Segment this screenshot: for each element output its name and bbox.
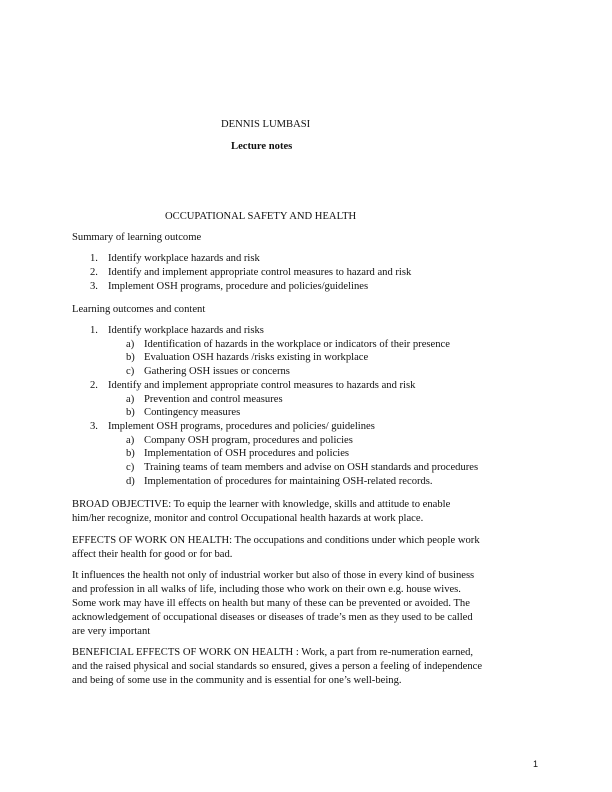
sublist-letter: c) <box>126 462 135 473</box>
list-item: Identify and implement appropriate control measures to hazard and risk <box>108 267 412 278</box>
sublist-letter: a) <box>126 434 135 446</box>
sublist-letter: b) <box>126 448 135 460</box>
summary-heading: Summary of learning outcome <box>72 232 202 243</box>
paragraph-line: BENEFICIAL EFFECTS OF WORK ON HEALTH : Work, a part from re-numeration earned, <box>72 647 474 658</box>
sublist-item: Identification of hazards in the workplace or indicators of their presence <box>144 338 450 350</box>
document-title: OCCUPATIONAL SAFETY AND HEALTH <box>165 211 357 222</box>
sublist-letter: a) <box>126 393 135 405</box>
paragraph-line: It influences the health not only of industrial worker but also of those in every kind of business <box>72 570 475 581</box>
sublist-item: Evaluation OSH hazards /risks existing in workplace <box>144 352 369 364</box>
page-number: 1 <box>533 759 539 769</box>
paragraph-line: and the raised physical and social standards so ensured, gives a person a feeling of independence <box>72 661 483 672</box>
list-item: Implement OSH programs, procedure and policies/guidelines <box>108 281 369 292</box>
paragraph-line: EFFECTS OF WORK ON HEALTH: The occupations and conditions under which people work <box>72 535 480 546</box>
sublist-item: Gathering OSH issues or concerns <box>144 366 290 378</box>
paragraph-line: affect their health for good or for bad. <box>72 549 233 560</box>
list-item: Identify and implement appropriate control measures to hazards and risk <box>108 379 416 391</box>
paragraph-line: BROAD OBJECTIVE: To equip the learner with knowledge, skills and attitude to enable <box>72 499 451 510</box>
sublist-letter: b) <box>126 352 135 364</box>
sublist-item: Prevention and control measures <box>144 393 283 405</box>
document-subtitle: Lecture notes <box>231 141 293 152</box>
paragraph-line: and profession in all walks of life, including those who work on their own e.g. house wives. <box>72 584 461 595</box>
list-number: 3. <box>90 420 98 432</box>
list-number: 2. <box>90 379 98 391</box>
paragraph-line: Some work may have ill effects on health but many of these can be prevented or avoided. The <box>72 598 470 609</box>
list-item: Implement OSH programs, procedures and policies/ guidelines <box>108 420 375 432</box>
paragraph-line: and being of some use in the community and is essential for one’s well-being. <box>72 675 402 686</box>
outcomes-heading: Learning outcomes and content <box>72 304 206 315</box>
paragraph-line: him/her recognize, monitor and control Occupational health hazards at work place. <box>72 513 424 524</box>
list-number: 3. <box>90 281 98 292</box>
sublist-letter: d) <box>126 475 135 487</box>
list-number: 2. <box>90 267 98 278</box>
list-item: Identify workplace hazards and risk <box>108 253 260 264</box>
paragraph-line: acknowledgement of occupational diseases or diseases of trade’s men as they used to be called <box>72 612 473 623</box>
author-name: DENNIS LUMBASI <box>221 119 311 130</box>
paragraph-line: are very important <box>72 626 151 637</box>
sublist-letter: c) <box>126 366 135 378</box>
sublist-letter: a) <box>126 338 135 350</box>
sublist-letter: b) <box>126 407 135 419</box>
list-number: 1. <box>90 253 98 264</box>
sublist-item: Implementation of procedures for maintaining OSH-related records. <box>144 475 433 487</box>
sublist-item: Implementation of OSH procedures and policies <box>144 448 350 460</box>
sublist-item: Contingency measures <box>144 407 241 419</box>
list-item: Identify workplace hazards and risks <box>108 325 264 336</box>
sublist-item: Company OSH program, procedures and policies <box>144 434 353 446</box>
sublist-item: Training teams of team members and advise on OSH standards and procedures <box>144 462 479 473</box>
list-number: 1. <box>90 325 98 336</box>
